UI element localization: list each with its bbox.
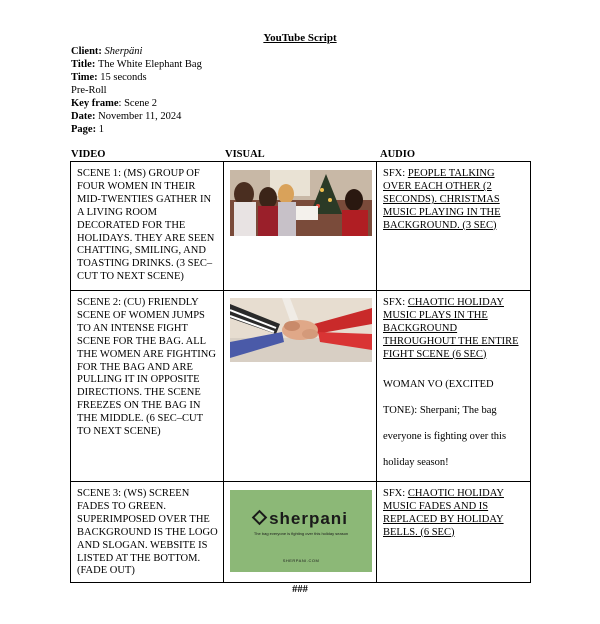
time-line: Time: 15 seconds bbox=[71, 72, 147, 83]
visual-cell bbox=[224, 482, 377, 583]
document-title: YouTube Script bbox=[263, 32, 337, 44]
date-line: Date: November 11, 2024 bbox=[71, 111, 182, 122]
logo-mark-icon bbox=[252, 510, 268, 526]
page-line: Page: 1 bbox=[71, 124, 104, 135]
scene-2-image bbox=[230, 298, 372, 362]
scene-1-description: SCENE 1: (MS) GROUP OF FOUR WOMEN IN THEIR MID-TWENTIES GATHER IN A LIVING ROOM DECORATED FOR THE HOLIDAYS. THEY ARE SEEN CHATTING, SMILING, AND TOASTING DRINKS. (3 SEC–CUT TO NEXT SCENE) bbox=[77, 168, 215, 283]
script-metadata bbox=[71, 45, 202, 136]
table-row bbox=[71, 291, 531, 482]
keyframe-line: Key frame: Scene 2 bbox=[71, 98, 158, 109]
video-cell bbox=[71, 162, 224, 291]
scene-3-sfx: CHAOTIC HOLIDAY MUSIC FADES AND IS REPLACED BY HOLIDAY BELLS. (6 SEC) bbox=[383, 488, 504, 538]
script-table bbox=[70, 161, 531, 583]
sherpani-logo: sherpani bbox=[230, 490, 372, 526]
video-cell bbox=[71, 482, 224, 583]
logo-slogan: The bag everyone is fighting over this holiday season bbox=[253, 530, 349, 536]
audio-cell: SFX: CHAOTIC HOLIDAY MUSIC FADES AND IS REPLACED BY HOLIDAY BELLS. (6 SEC) bbox=[377, 482, 531, 583]
table-row bbox=[71, 482, 531, 583]
scene-2-sfx: CHAOTIC HOLIDAY MUSIC PLAYS IN THE BACKGROUND THROUGHOUT THE ENTIRE FIGHT SCENE (6 SEC) bbox=[383, 297, 519, 360]
visual-cell bbox=[224, 162, 377, 291]
header-audio: AUDIO bbox=[380, 149, 416, 160]
format-line: Pre-Roll bbox=[71, 85, 107, 96]
end-mark: ### bbox=[292, 584, 308, 595]
logo-website: SHERPANI.COM bbox=[282, 557, 320, 563]
scene-1-image bbox=[230, 170, 372, 236]
audio-cell: SFX: PEOPLE TALKING OVER EACH OTHER (2 SECONDS). CHRISTMAS MUSIC PLAYING IN THE BACKGROUND. (3 SEC) bbox=[377, 162, 531, 291]
scene-1-sfx: PEOPLE TALKING OVER EACH OTHER (2 SECONDS). CHRISTMAS MUSIC PLAYING IN THE BACKGROUND. (3 SEC) bbox=[383, 168, 501, 231]
scene-2-description: SCENE 2: (CU) FRIENDLY SCENE OF WOMEN JUMPS TO AN INTENSE FIGHT SCENE FOR THE BAG. ALL THE WOMEN ARE FIGHTING FOR THE BAG AND ARE PULLING IT IN OPPOSITE DIRECTIONS. THE SCENE FREEZES ON THE BAG IN THE MIDDLE. (6 SEC–CUT TO NEXT SCENE) bbox=[77, 297, 216, 438]
header-video: VIDEO bbox=[71, 149, 106, 160]
video-cell bbox=[71, 291, 224, 482]
title-line: Title: The White Elephant Bag bbox=[71, 59, 202, 70]
header-visual: VISUAL bbox=[225, 149, 265, 160]
visual-cell bbox=[224, 291, 377, 482]
scene-3-description: SCENE 3: (WS) SCREEN FADES TO GREEN. SUPERIMPOSED OVER THE BACKGROUND IS THE LOGO AND SLOGAN. WEBSITE IS LISTED AT THE BOTTOM. (FADE OUT) bbox=[77, 488, 218, 577]
scene-2-voiceover: WOMAN VO (EXCITED TONE): Sherpani; The bag everyone is fighting over this holiday season! bbox=[383, 378, 507, 468]
scene-3-logo-card bbox=[230, 490, 372, 572]
client-line: Client: Sherpäni bbox=[71, 46, 143, 57]
audio-cell: SFX: CHAOTIC HOLIDAY MUSIC PLAYS IN THE BACKGROUND THROUGHOUT THE ENTIRE FIGHT SCENE (6 SEC) WOMAN VO (EXCITED TONE): Sherpani; The bag everyone is fighting over this holiday season! bbox=[377, 291, 531, 482]
table-row bbox=[71, 162, 531, 291]
